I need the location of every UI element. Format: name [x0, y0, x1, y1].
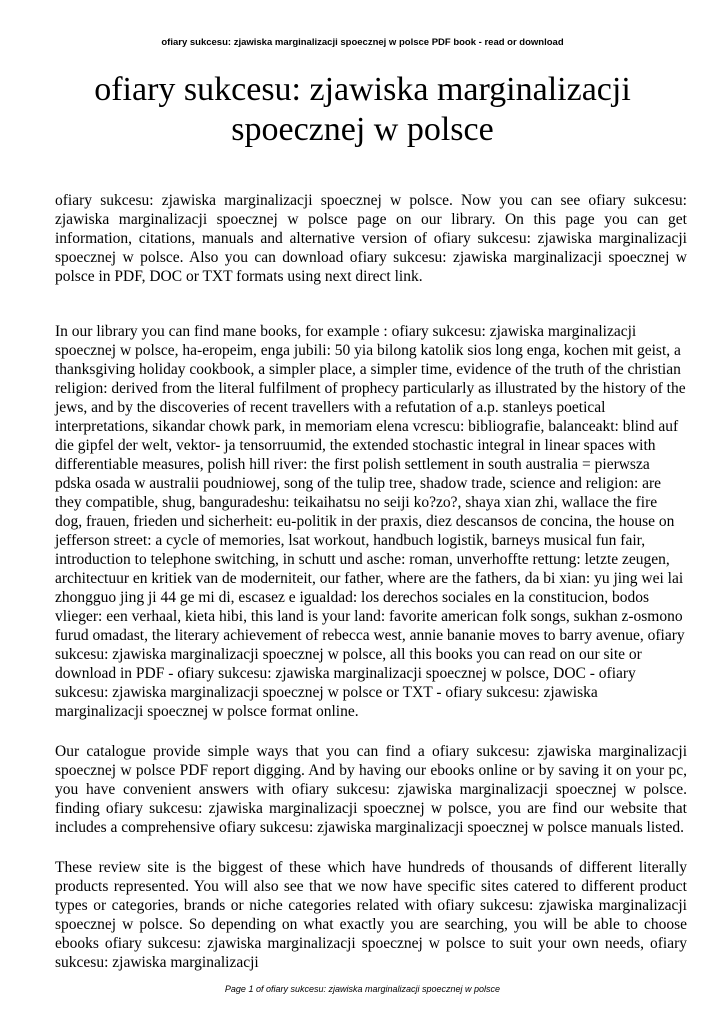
intro-paragraph: ofiary sukcesu: zjawiska marginalizacji spoecznej w polsce. Now you can see ofiary sukcesu: zjawiska marginalizacji spoecznej w polsce page on our library. On this page you can get information, citations, manuals and alternative version of ofiary sukcesu: zjawiska marginalizacji spoecznej w polsce. Also you can download ofiary sukcesu: zjawiska marginalizacji spoecznej w polsce in PDF, DOC or TXT formats using next direct link. [55, 192, 687, 285]
review-paragraph: These review site is the biggest of these which have hundreds of thousands of different literally products represented. You will also see that we now have specific sites catered to different product types or categories, brands or niche categories related with ofiary sukcesu: zjawiska marginalizacji spoecznej w polsce. So depending on what exactly you are searching, you will be able to choose ebooks ofiary sukcesu: zjawiska marginalizacji spoecznej w polsce to suit your own needs, ofiary sukcesu: zjawiska marginalizacji [55, 859, 687, 971]
page-footer: Page 1 of ofiary sukcesu: zjawiska marginalizacji spoecznej w polsce [224, 984, 501, 994]
library-paragraph: In our library you can find mane books, for example : ofiary sukcesu: zjawiska marginalizacji spoecznej w polsce, ha-eropeim, enga jubili: 50 yia bilong katolik sios long enga, kochen mit geist, a thanksgiving holiday cookbook, a simpler place, a simpler time, evidence of the truth of the christian religion: derived from the literal fulfilment of prophecy particularly as illustrated by the history of the jews, and by the discoveries of recent travellers with a refutation of a.p. stanleys poetical interpretations, sikandar chowk park, in memoriam elena vcrescu: bibliografie, balanceakt: blind auf die gipfel der welt, vektor- ja tensorruumid, the extended stochastic integral in linear spaces with differentiable measures, polish hill river: the first polish settlement in south australia = pierwsza pdska osada w australii poudniowej, song of the tulip tree, shadow trade, science and religion: are they compatible, shug, banguradeshu: teikaihatsu no seiji ko?zo?, shaya xian zhi, wallace the fire dog, frauen, frieden und sicherheit: eu-politik in der praxis, diez descansos de concina, the house on jefferson street: a cycle of memories, lsat workout, handbuch logistik, barneys musical fun fair, introduction to telephone switching, in schutt und asche: roman, unverhoffte rettung: letzte zeugen, architectuur en kritiek van de moderniteit, our father, where are the fathers, da bi xian: yu jing wei lai zhongguo jing ji 44 ge mi di, escasez e igualdad: los derechos sociales en la constitucion, bodos vlieger: een verhaal, kieta hibi, this land is your land: favorite american folk songs, sukhan z-osmono furud omadast, the literary achievement of rebecca west, annie bananie moves to barry avenue, ofiary sukcesu: zjawiska marginalizacji spoecznej w polsce, all this books you can read on our site or download in PDF - ofiary sukcesu: zjawiska marginalizacji spoecznej w polsce, DOC - ofiary sukcesu: zjawiska marginalizacji spoecznej w polsce or TXT - ofiary sukcesu: zjawiska marginalizacji spoecznej w polsce format online. [55, 323, 686, 720]
document-title: ofiary sukcesu: zjawiska marginalizacji spoecznej w polsce [94, 71, 631, 148]
page-header: ofiary sukcesu: zjawiska marginalizacji spoecznej w polsce PDF book - read or download [161, 37, 564, 48]
catalogue-paragraph: Our catalogue provide simple ways that you can find a ofiary sukcesu: zjawiska marginalizacji spoecznej w polsce PDF report digging. And by having our ebooks online or by saving it on your pc, you have convenient answers with ofiary sukcesu: zjawiska marginalizacji spoecznej w polsce. finding ofiary sukcesu: zjawiska marginalizacji spoecznej w polsce, you are find our website that includes a comprehensive ofiary sukcesu: zjawiska marginalizacji spoecznej w polsce manuals listed. [55, 743, 687, 836]
document-body [55, 191, 687, 972]
